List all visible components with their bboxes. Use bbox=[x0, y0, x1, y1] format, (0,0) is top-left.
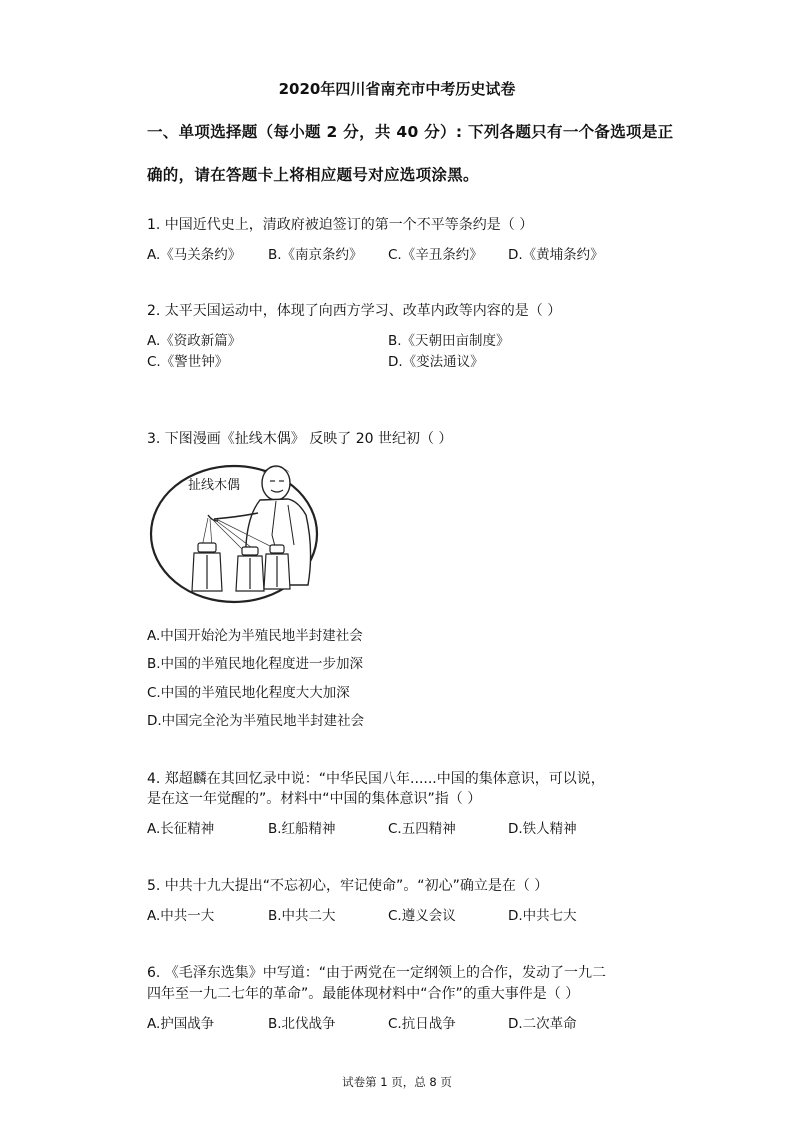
question-4-option-b[interactable]: B.红船精神 bbox=[268, 821, 336, 837]
question-6-option-b[interactable]: B.北伐战争 bbox=[268, 1016, 336, 1032]
question-4-stem-line1: 4. 郑超麟在其回忆录中说：“中华民国八年......中国的集体意识，可以说， bbox=[147, 771, 605, 787]
cartoon-caption: 扯线木偶 bbox=[188, 477, 241, 492]
question-2-option-a[interactable]: A.《资政新篇》 bbox=[147, 333, 242, 349]
question-3-option-d[interactable]: D.中国完全沦为半殖民地半封建社会 bbox=[147, 713, 365, 729]
question-3-stem: 3. 下图漫画《扯线木偶》 反映了 20 世纪初（ ） bbox=[147, 431, 453, 447]
question-5-stem: 5. 中共十九大提出“不忘初心，牢记使命”。“初心”确立是在（ ） bbox=[147, 878, 549, 894]
question-1-option-a[interactable]: A.《马关条约》 bbox=[147, 247, 242, 263]
question-6-option-a[interactable]: A.护国战争 bbox=[147, 1016, 215, 1032]
section-heading-line2: 确的，请在答题卡上将相应题号对应选项涂黑。 bbox=[147, 166, 479, 184]
question-6-option-d[interactable]: D.二次革命 bbox=[508, 1016, 577, 1032]
question-6-stem-line2: 四年至一九二七年的革命”。最能体现材料中“合作”的重大事件是（ ） bbox=[147, 986, 580, 1002]
question-1-option-d[interactable]: D.《黄埔条约》 bbox=[508, 247, 604, 263]
question-3-option-b[interactable]: B.中国的半殖民地化程度进一步加深 bbox=[147, 656, 364, 672]
question-1-stem: 1. 中国近代史上，清政府被迫签订的第一个不平等条约是（ ） bbox=[147, 217, 534, 233]
question-4-option-c[interactable]: C.五四精神 bbox=[388, 821, 456, 837]
puppet-figures bbox=[192, 543, 290, 591]
question-2-option-d[interactable]: D.《变法通议》 bbox=[388, 354, 484, 370]
question-5-option-d[interactable]: D.中共七大 bbox=[508, 908, 577, 924]
question-3-option-c[interactable]: C.中国的半殖民地化程度大大加深 bbox=[147, 685, 350, 701]
puppet-cartoon-illustration bbox=[148, 455, 320, 607]
question-4-stem-line2: 是在这一年觉醒的”。材料中“中国的集体意识”指（ ） bbox=[147, 791, 482, 807]
page-title: 2020年四川省南充市中考历史试卷 bbox=[278, 80, 516, 98]
question-4-option-a[interactable]: A.长征精神 bbox=[147, 821, 215, 837]
question-2-stem: 2. 太平天国运动中，体现了向西方学习、改革内政等内容的是（ ） bbox=[147, 303, 562, 319]
question-2-option-b[interactable]: B.《天朝田亩制度》 bbox=[388, 333, 510, 349]
question-1-option-c[interactable]: C.《辛丑条约》 bbox=[388, 247, 483, 263]
question-5-option-c[interactable]: C.遵义会议 bbox=[388, 908, 456, 924]
question-5-option-b[interactable]: B.中共二大 bbox=[268, 908, 336, 924]
question-5-option-a[interactable]: A.中共一大 bbox=[147, 908, 215, 924]
question-1-option-b[interactable]: B.《南京条约》 bbox=[268, 247, 363, 263]
question-6-option-c[interactable]: C.抗日战争 bbox=[388, 1016, 456, 1032]
question-4-option-d[interactable]: D.铁人精神 bbox=[508, 821, 577, 837]
question-2-option-c[interactable]: C.《警世钟》 bbox=[147, 354, 229, 370]
section-heading-line1: 一、单项选择题（每小题 2 分，共 40 分）: 下列各题只有一个备选项是正 bbox=[147, 123, 674, 141]
question-6-stem-line1: 6. 《毛泽东选集》中写道：“由于两党在一定纲领上的合作，发动了一九二 bbox=[147, 965, 607, 981]
question-3-option-a[interactable]: A.中国开始沦为半殖民地半封建社会 bbox=[147, 628, 363, 644]
page-footer: 试卷第 1 页，总 8 页 bbox=[342, 1075, 452, 1089]
